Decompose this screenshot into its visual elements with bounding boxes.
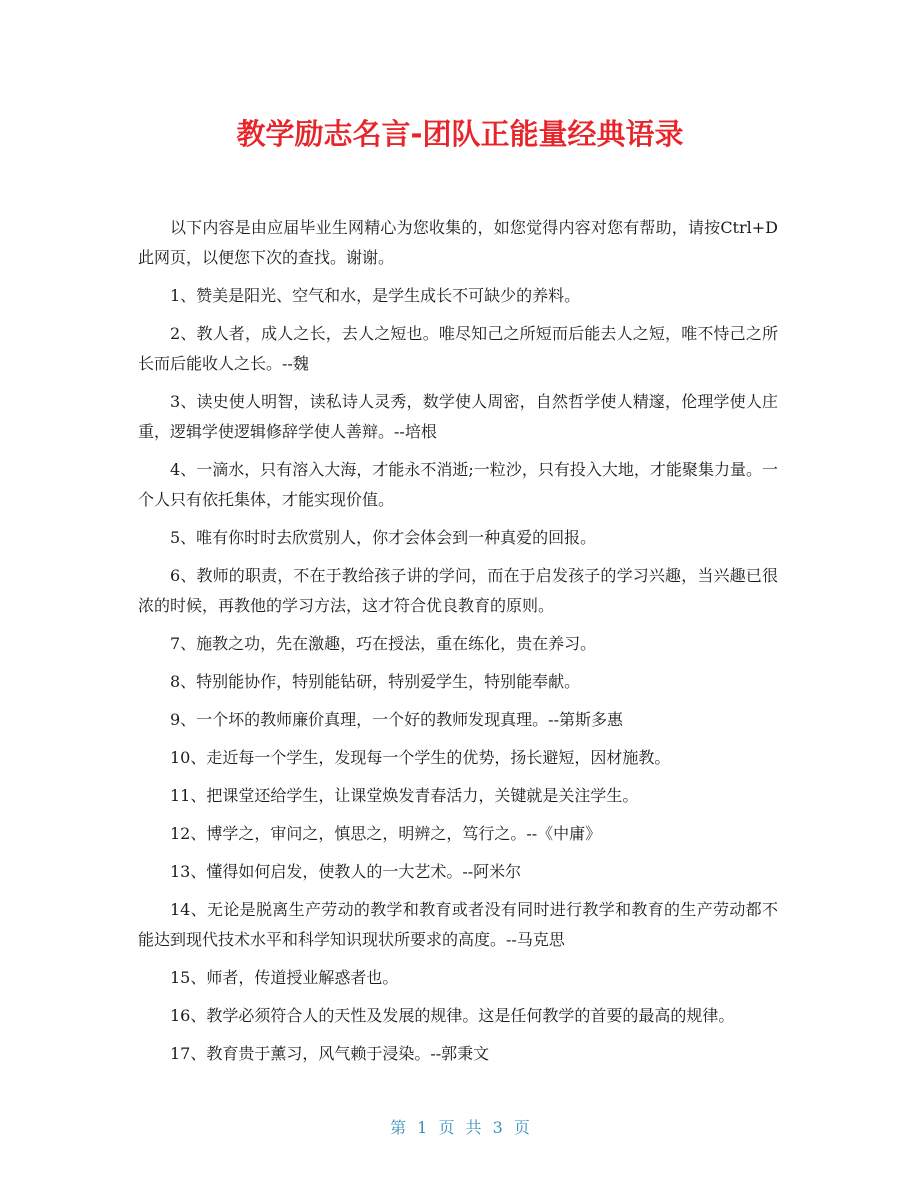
quote-8: 8、特别能协作，特别能钻研，特别爱学生，特别能奉献。 bbox=[170, 672, 581, 691]
quote-9: 9、一个坏的教师廉价真理，一个好的教师发现真理。--第斯多惠 bbox=[170, 710, 623, 729]
quote-10: 10、走近每一个学生，发现每一个学生的优势，扬长避短，因材施教。 bbox=[170, 748, 671, 767]
quote-14: 14、无论是脱离生产劳动的教学和教育或者没有同时进行教学和教育的生产劳动都不能达到现代技术水平和科学知识现状所要求的高度。--马克思 bbox=[138, 900, 778, 949]
quote-4: 4、一滴水，只有溶入大海，才能永不消逝;一粒沙，只有投入大地，才能聚集力量。一个人只有依托集体，才能实现价值。 bbox=[138, 460, 778, 509]
quote-12: 12、博学之，审问之，慎思之，明辨之，笃行之。--《中庸》 bbox=[170, 824, 602, 843]
document-title: 教学励志名言-团队正能量经典语录 bbox=[236, 117, 684, 151]
quote-7: 7、施教之功，先在激趣，巧在授法，重在练化，贵在养习。 bbox=[170, 634, 597, 653]
quote-1: 1、赞美是阳光、空气和水，是学生成长不可缺少的养料。 bbox=[170, 286, 581, 305]
quote-17: 17、教育贵于薰习，风气赖于浸染。--郭秉文 bbox=[170, 1044, 490, 1063]
quote-11: 11、把课堂还给学生，让课堂焕发青春活力，关键就是关注学生。 bbox=[170, 786, 639, 805]
quote-5: 5、唯有你时时去欣赏别人，你才会体会到一种真爱的回报。 bbox=[170, 528, 597, 547]
page-number-footer: 第 1 页 共 3 页 bbox=[390, 1118, 530, 1137]
intro-paragraph: 以下内容是由应届毕业生网精心为您收集的，如您觉得内容对您有帮助，请按Ctrl+D此网页，以便您下次的查找。谢谢。 bbox=[138, 218, 778, 267]
quote-13: 13、懂得如何启发，使教人的一大艺术。--阿米尔 bbox=[170, 862, 522, 881]
quote-15: 15、师者，传道授业解惑者也。 bbox=[170, 968, 399, 987]
quote-2: 2、教人者，成人之长，去人之短也。唯尽知己之所短而后能去人之短，唯不恃己之所长而后能收人之长。--魏 bbox=[138, 324, 778, 373]
quote-6: 6、教师的职责，不在于教给孩子讲的学问，而在于启发孩子的学习兴趣，当兴趣已很浓的时候，再教他的学习方法，这才符合优良教育的原则。 bbox=[138, 566, 778, 615]
quote-16: 16、教学必须符合人的天性及发展的规律。这是任何教学的首要的最高的规律。 bbox=[170, 1006, 735, 1025]
document-body bbox=[138, 213, 778, 1077]
quote-3: 3、读史使人明智，读私诗人灵秀，数学使人周密，自然哲学使人精邃，伦理学使人庄重，逻辑学使逻辑修辞学使人善辩。--培根 bbox=[138, 392, 778, 441]
